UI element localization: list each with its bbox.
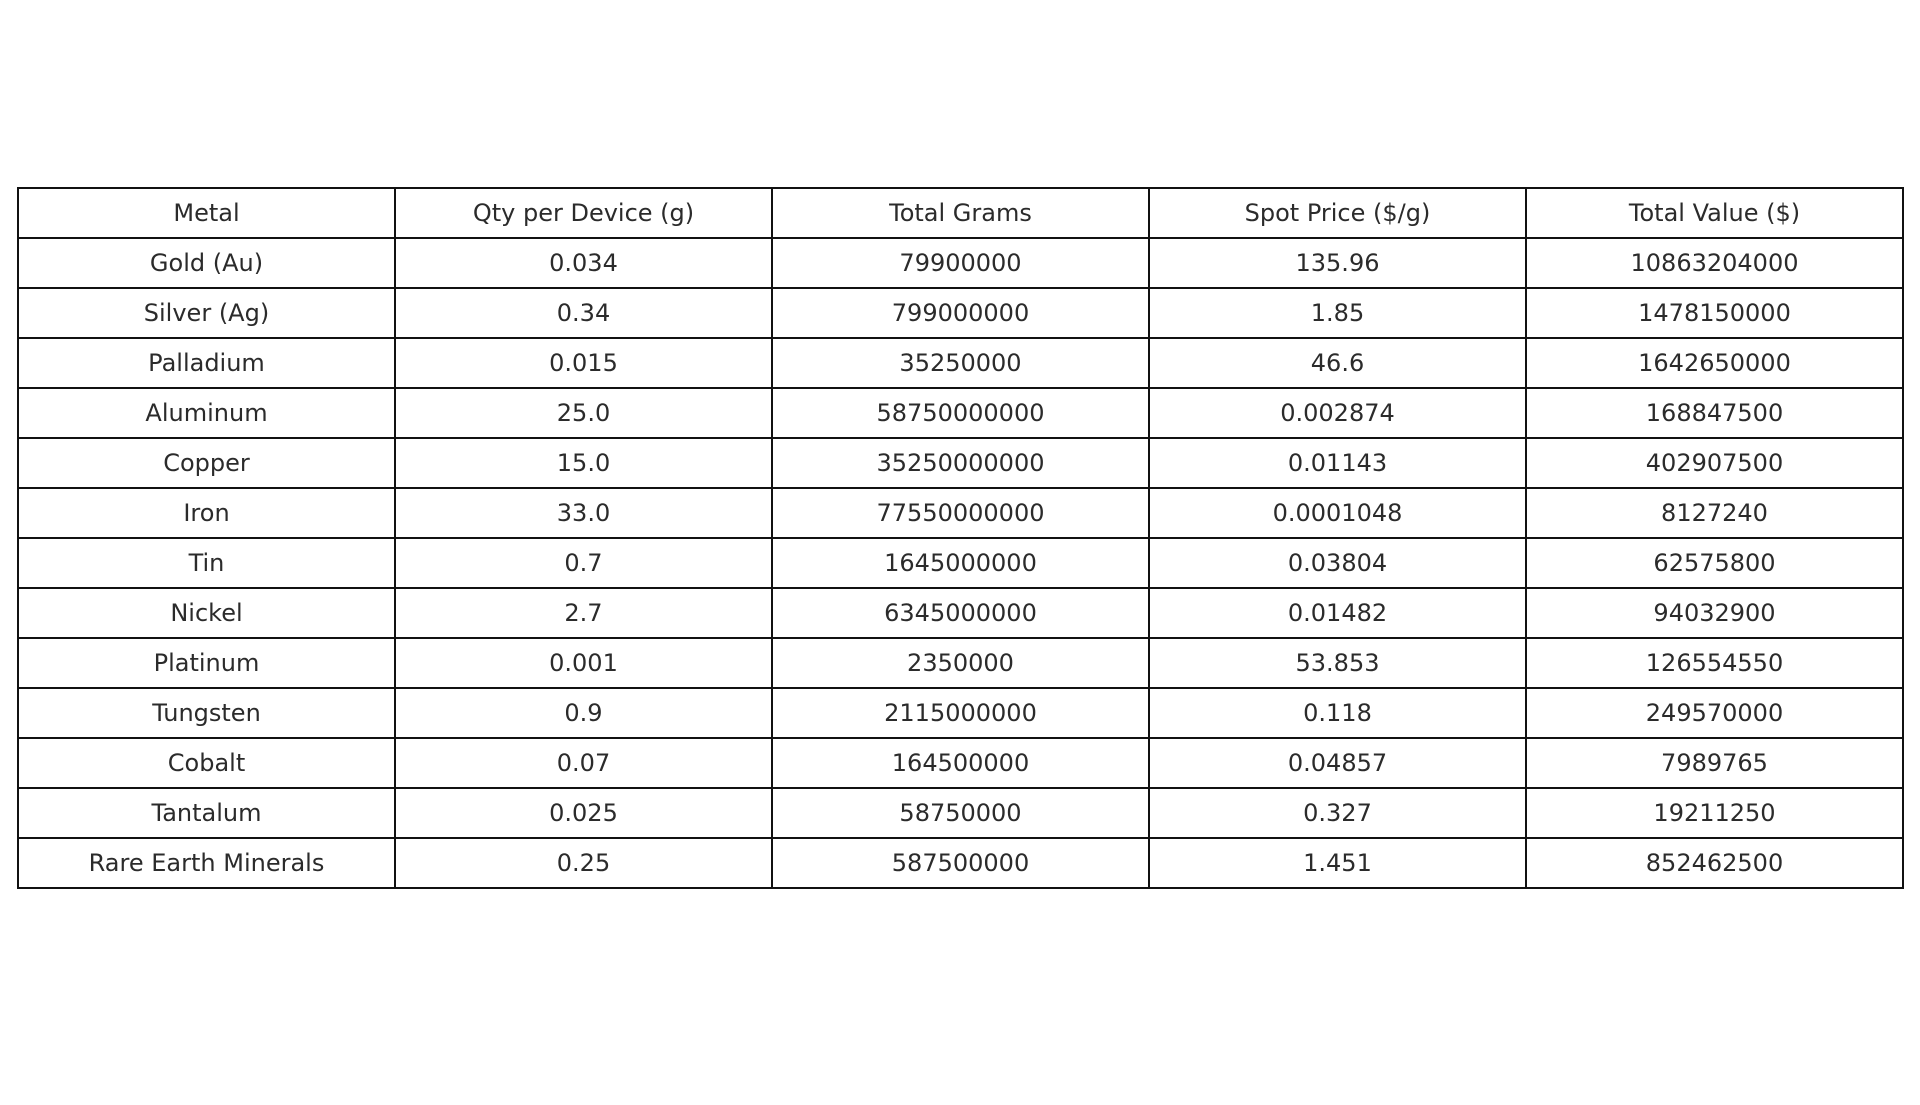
cell-total-grams: 587500000 <box>772 838 1149 888</box>
cell-total-value: 7989765 <box>1526 738 1903 788</box>
cell-total-value: 8127240 <box>1526 488 1903 538</box>
cell-total-value: 249570000 <box>1526 688 1903 738</box>
cell-total-value: 126554550 <box>1526 638 1903 688</box>
cell-qty-per-device: 0.025 <box>395 788 772 838</box>
cell-qty-per-device: 0.034 <box>395 238 772 288</box>
cell-total-value: 168847500 <box>1526 388 1903 438</box>
cell-total-value: 94032900 <box>1526 588 1903 638</box>
cell-spot-price: 1.85 <box>1149 288 1526 338</box>
cell-qty-per-device: 0.34 <box>395 288 772 338</box>
cell-qty-per-device: 0.7 <box>395 538 772 588</box>
cell-total-value: 62575800 <box>1526 538 1903 588</box>
cell-total-grams: 58750000000 <box>772 388 1149 438</box>
cell-total-value: 852462500 <box>1526 838 1903 888</box>
cell-total-value: 10863204000 <box>1526 238 1903 288</box>
cell-metal: Iron <box>18 488 395 538</box>
cell-qty-per-device: 0.9 <box>395 688 772 738</box>
cell-total-value: 1478150000 <box>1526 288 1903 338</box>
table-row <box>18 838 1903 888</box>
cell-total-grams: 35250000000 <box>772 438 1149 488</box>
table-row <box>18 688 1903 738</box>
cell-total-grams: 79900000 <box>772 238 1149 288</box>
cell-spot-price: 0.118 <box>1149 688 1526 738</box>
cell-qty-per-device: 0.001 <box>395 638 772 688</box>
header-total-value: Total Value ($) <box>1526 188 1903 238</box>
cell-spot-price: 135.96 <box>1149 238 1526 288</box>
header-total-grams: Total Grams <box>772 188 1149 238</box>
cell-metal: Gold (Au) <box>18 238 395 288</box>
table-row <box>18 388 1903 438</box>
cell-total-grams: 2350000 <box>772 638 1149 688</box>
data-table <box>17 187 1904 889</box>
cell-metal: Nickel <box>18 588 395 638</box>
header-spot-price: Spot Price ($/g) <box>1149 188 1526 238</box>
cell-spot-price: 0.01482 <box>1149 588 1526 638</box>
cell-metal: Tin <box>18 538 395 588</box>
cell-spot-price: 0.327 <box>1149 788 1526 838</box>
cell-metal: Silver (Ag) <box>18 288 395 338</box>
header-row <box>18 188 1903 238</box>
table-row <box>18 738 1903 788</box>
cell-qty-per-device: 15.0 <box>395 438 772 488</box>
cell-qty-per-device: 2.7 <box>395 588 772 638</box>
cell-spot-price: 53.853 <box>1149 638 1526 688</box>
table-header <box>18 188 1903 238</box>
cell-spot-price: 1.451 <box>1149 838 1526 888</box>
table-row <box>18 238 1903 288</box>
cell-qty-per-device: 0.25 <box>395 838 772 888</box>
table-row <box>18 638 1903 688</box>
cell-total-grams: 164500000 <box>772 738 1149 788</box>
table-row <box>18 288 1903 338</box>
cell-qty-per-device: 33.0 <box>395 488 772 538</box>
table-row <box>18 788 1903 838</box>
header-qty-per-device: Qty per Device (g) <box>395 188 772 238</box>
table-body <box>18 238 1903 888</box>
cell-metal: Copper <box>18 438 395 488</box>
table-row <box>18 338 1903 388</box>
cell-qty-per-device: 25.0 <box>395 388 772 438</box>
cell-spot-price: 0.04857 <box>1149 738 1526 788</box>
cell-metal: Platinum <box>18 638 395 688</box>
cell-metal: Tungsten <box>18 688 395 738</box>
cell-spot-price: 46.6 <box>1149 338 1526 388</box>
table-row <box>18 538 1903 588</box>
table-row <box>18 438 1903 488</box>
metals-value-table <box>17 187 1904 889</box>
cell-total-grams: 35250000 <box>772 338 1149 388</box>
cell-total-grams: 799000000 <box>772 288 1149 338</box>
cell-total-value: 402907500 <box>1526 438 1903 488</box>
cell-spot-price: 0.0001048 <box>1149 488 1526 538</box>
cell-total-grams: 77550000000 <box>772 488 1149 538</box>
cell-qty-per-device: 0.07 <box>395 738 772 788</box>
cell-total-grams: 6345000000 <box>772 588 1149 638</box>
cell-spot-price: 0.01143 <box>1149 438 1526 488</box>
cell-metal: Cobalt <box>18 738 395 788</box>
table-row <box>18 588 1903 638</box>
table-row <box>18 488 1903 538</box>
cell-qty-per-device: 0.015 <box>395 338 772 388</box>
cell-metal: Tantalum <box>18 788 395 838</box>
cell-metal: Rare Earth Minerals <box>18 838 395 888</box>
cell-total-grams: 58750000 <box>772 788 1149 838</box>
cell-total-value: 1642650000 <box>1526 338 1903 388</box>
cell-total-value: 19211250 <box>1526 788 1903 838</box>
cell-total-grams: 2115000000 <box>772 688 1149 738</box>
cell-metal: Palladium <box>18 338 395 388</box>
cell-spot-price: 0.03804 <box>1149 538 1526 588</box>
header-metal: Metal <box>18 188 395 238</box>
cell-metal: Aluminum <box>18 388 395 438</box>
cell-total-grams: 1645000000 <box>772 538 1149 588</box>
cell-spot-price: 0.002874 <box>1149 388 1526 438</box>
